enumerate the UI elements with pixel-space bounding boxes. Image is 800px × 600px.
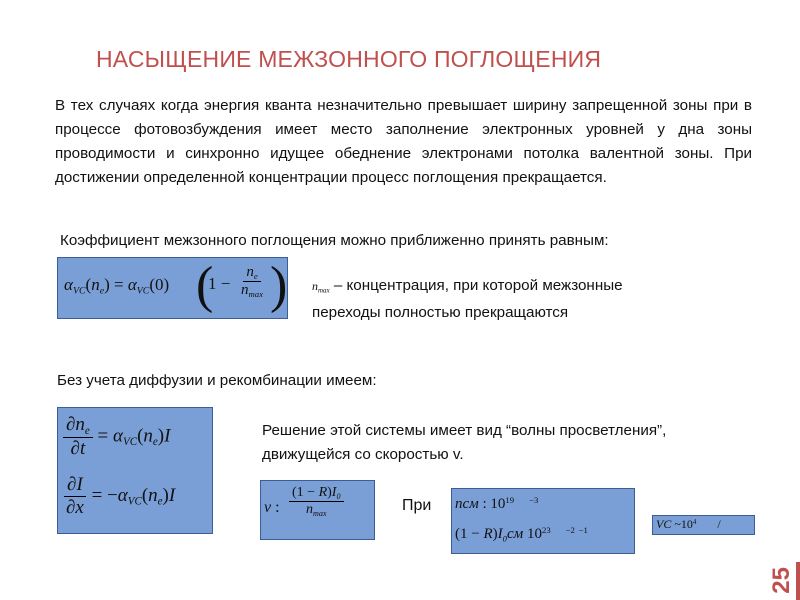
conditions-formula: nсм : $10^{19}$ $^{-3}$ $(1 - R)I_0см$ $10^{23}$ $^{-2}$ $^{-1}$ [451, 488, 635, 554]
without-diffusion-line: Без учета диффузии и рекомбинации имеем: [57, 372, 377, 389]
coefficient-line: Коэффициент межзонного поглощения можно приближенно принять равным: [60, 232, 609, 249]
nmax-description-1: $n_{max}$ – концентрация, при которой межзонные [312, 277, 623, 295]
solution-line-1: Решение этой системы имеет вид “волны просветления”, [262, 422, 667, 439]
speed-estimate-box: VC $\sim 10^4$ / [652, 515, 755, 535]
intro-paragraph: В тех случаях когда энергия кванта незначительно превышает ширину запрещенной зоны при в процессе фотовозбуждения имеет место заполнение электронных уровней у дна зоны проводимости и синхронно идущее обеднение электронами потолка валентной зоны. При достижении определенной концентрации процесс поглощения прекращается. [55, 97, 752, 186]
system-formula: $\frac{\partial n_e}{\partial t}$ = $\alpha_{VC}(n_e)I$ $\frac{\partial I}{\partial x}$ = $-\alpha_{VC}(n_e)I$ [57, 407, 213, 534]
nmax-description-2: переходы полностью прекращаются [312, 304, 569, 321]
velocity-formula: v : $\frac{(1 - R)I_0}{n_{max}}$ [260, 480, 375, 540]
pri-label: При [402, 497, 432, 514]
solution-line-2: движущейся со скоростью v. [262, 446, 464, 463]
absorption-formula: $\alpha_{VC}(n_e) = \alpha_{VC}(0)$ ( 1 − $\frac{n_e}{n_{max}}$ ) [57, 257, 288, 319]
page-number: 25 [768, 567, 795, 594]
slide-title: НАСЫЩЕНИЕ МЕЖЗОННОГО ПОГЛОЩЕНИЯ [96, 46, 602, 72]
page-accent-bar [796, 562, 800, 600]
